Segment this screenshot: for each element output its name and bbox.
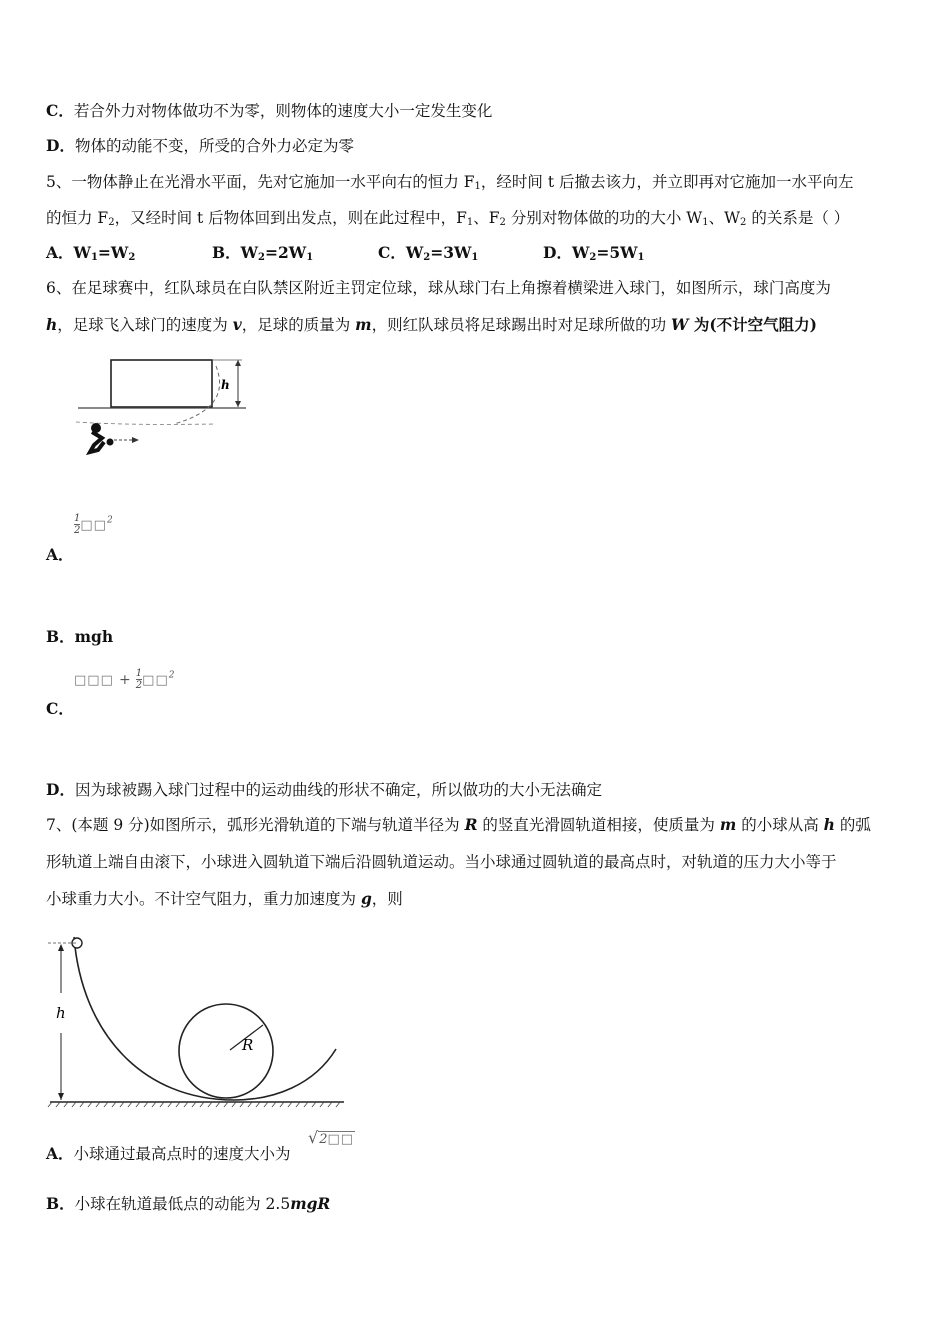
option-label: D．: [46, 136, 75, 155]
q4-option-c: [46, 101, 492, 121]
option-text: 若合外力对物体做功不为零，则物体的速度大小一定发生变化: [73, 102, 493, 120]
q7-option-a-sqrt-expression: √2□□: [308, 1128, 355, 1147]
q6-option-a-expression: $\frac{1}{2}$ □□$^2$: [74, 513, 113, 536]
option-text: 物体的动能不变，所受的合外力必定为零: [74, 137, 354, 155]
q6-stem-line1: 6、在足球赛中，红队球员在白队禁区附近主罚定位球，球从球门右上角擦着横梁进入球门，如图所示，球门高度为: [46, 279, 831, 297]
q7-stem-line2: 形轨道上端自由滚下，小球进入圆轨道下端后沿圆轨道运动。当小球通过圆轨道的最高点时，对轨道的压力大小等于: [46, 853, 837, 871]
q6-option-d: D．因为球被踢入球门过程中的运动曲线的形状不确定，所以做功的大小无法确定: [46, 780, 602, 799]
q7-stem-line1: 7、(本题 9 分)如图所示，弧形光滑轨道的下端与轨道半径为 R 的竖直光滑圆轨道相接，使质量为 m 的小球从高 h 的弧: [46, 815, 871, 834]
q5-stem-line1: 5、一物体静止在光滑水平面，先对它施加一水平向右的恒力 $F_1$，经时间 t 后撤去该力，并立即再对它施加一水平向左: [46, 173, 854, 192]
q5-option-a: A．$W_1=W_2$: [46, 243, 136, 263]
radius-label: R: [242, 1036, 254, 1054]
arc-track: [74, 937, 336, 1100]
q6-option-a: A．: [46, 545, 74, 564]
goal-kick-figure: [66, 352, 256, 462]
q7-option-a: A．小球通过最高点时的速度大小为: [46, 1144, 291, 1163]
loop-track: [179, 1004, 273, 1098]
ball-icon: [107, 439, 114, 446]
q6-stem-line2: h，足球飞入球门的速度为 v，足球的质量为 m，则红队球员将足球踢出时对足球所做的功 W 为(不计空气阻力): [46, 315, 818, 334]
option-label: C．: [46, 101, 74, 120]
q5-option-b: B．$W_2=2W_1$: [212, 243, 314, 263]
q7-stem-line3: 小球重力大小。不计空气阻力，重力加速度为 g，则: [46, 889, 403, 908]
q7-option-b: B．小球在轨道最低点的动能为 2.5mgR: [46, 1194, 331, 1213]
q4-option-d: [46, 136, 354, 156]
q5-option-c: C．$W_2=3W_1$: [378, 243, 479, 263]
kicker-icon: [90, 423, 114, 452]
height-label: h: [221, 378, 230, 392]
q6-option-c-expression: □□□ + $\frac{1}{2}$ □□$^2$: [74, 668, 175, 691]
height-label: h: [56, 1004, 66, 1022]
q6-option-b: B．mgh: [46, 627, 114, 646]
q5-option-d: D．$W_2=5W_1$: [543, 243, 645, 263]
loop-track-figure: [44, 925, 354, 1120]
q5-stem-line2: 的恒力 $F_2$，又经时间 t 后物体回到出发点，则在此过程中，$F_1$、$F_2$ 分别对物体做的功的大小 $W_1$、$W_2$ 的关系是（ ）: [46, 209, 850, 228]
goal-frame: [111, 360, 212, 407]
q6-option-c: C．: [46, 699, 74, 718]
